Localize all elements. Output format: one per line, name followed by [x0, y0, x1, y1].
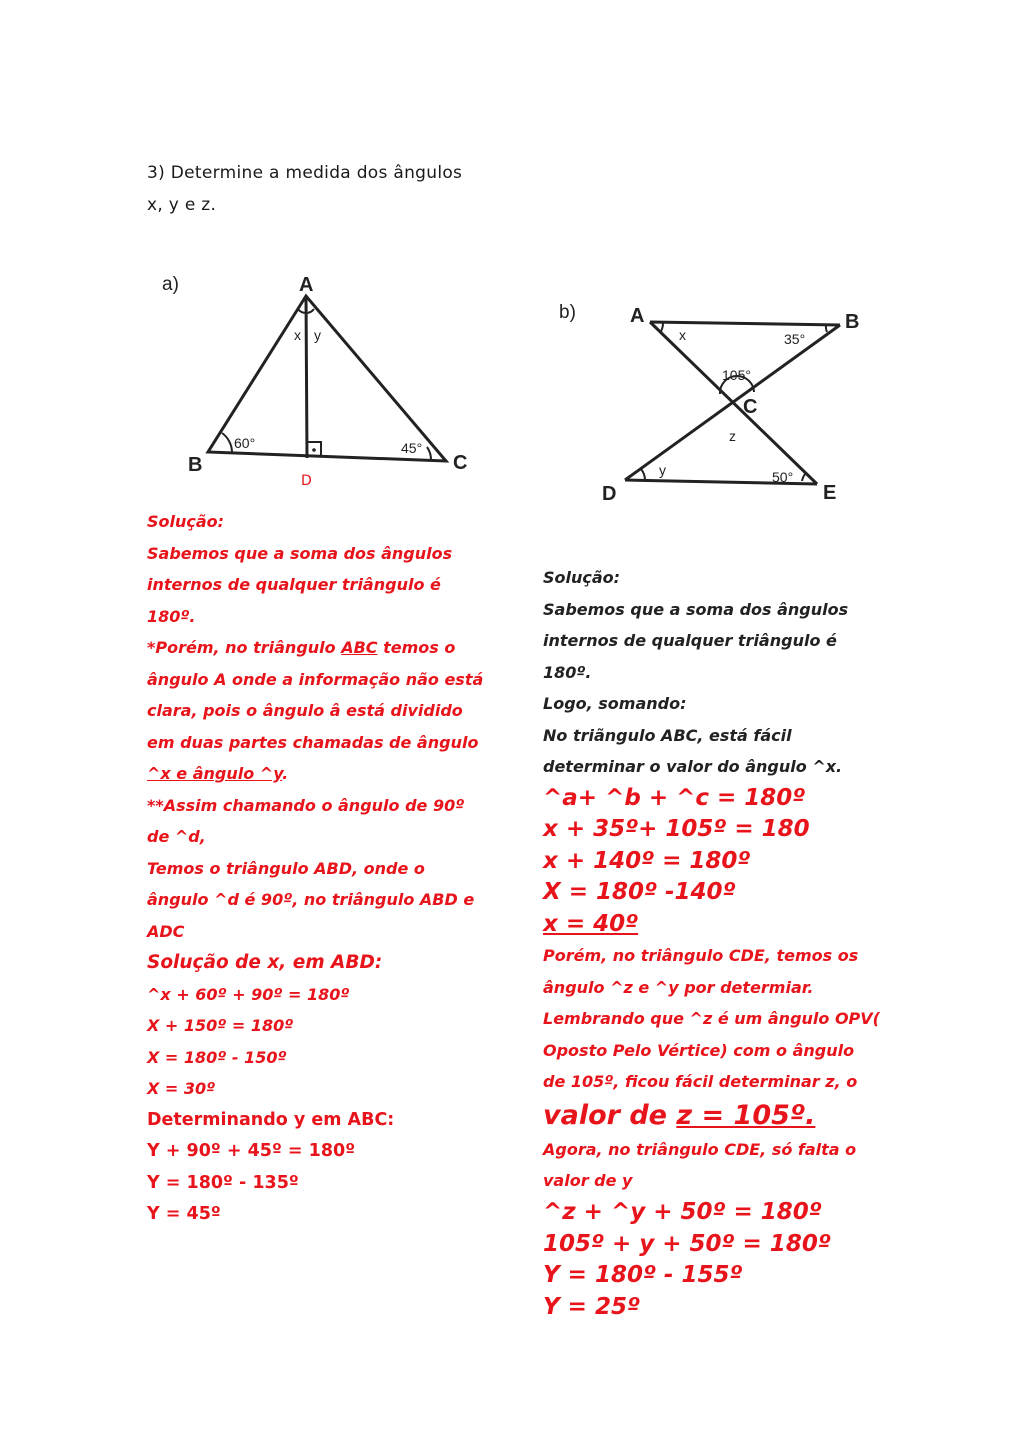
figure-b-angle-e: 50° [772, 469, 794, 485]
equation: X + 150º = 180º [147, 1016, 294, 1035]
figure-a-vertex-b: B [188, 454, 203, 476]
equation-large: ^z + ^y + 50º = 180º [543, 1198, 822, 1225]
figure-b-angle-c: 105° [722, 367, 751, 383]
figure-a-angle-b: 60° [234, 435, 256, 451]
figure-b-label: b) [559, 302, 576, 323]
z-value-underlined: z = 105º. [676, 1099, 816, 1131]
figure-a-vertex-d: D [301, 473, 312, 489]
solution-b-text: Logo, somando: [543, 694, 687, 713]
equation-large: ^a+ ^b + ^c = 180º [543, 784, 806, 811]
solution-a-text: ângulo A onde a informação não está [147, 669, 484, 689]
equation-large: x + 35º+ 105º = 180 [543, 816, 810, 843]
figure-b-vertex-c: C [743, 396, 758, 418]
solution-b-text: Porém, no triângulo CDE, temos os [543, 946, 859, 966]
triangle-abc-underlined: ABC [341, 638, 378, 657]
figure-b-vertex-a: A [630, 305, 645, 327]
equation: Y = 180º - 135º [147, 1172, 299, 1193]
solution-b [543, 562, 880, 1323]
angles-xy-underlined: ^x e ângulo ^y [147, 764, 283, 783]
solution-a-text: Sabemos que a soma dos ângulos [147, 543, 453, 563]
figure-a-triangle [150, 262, 480, 482]
solution-a-text: Temos o triângulo ABD, onde o [147, 858, 425, 878]
figure-b-vertex-e: E [823, 482, 837, 504]
figure-a-x: x [294, 327, 301, 343]
solution-a-text [147, 632, 483, 664]
figure-b-z: z [729, 428, 736, 444]
solution-b-heading: Solução: [543, 568, 621, 587]
question-line-2: x, y e z. [147, 195, 217, 215]
solution-a-text: de ^d, [147, 827, 206, 846]
solution-b-text: internos de qualquer triângulo é [543, 631, 837, 650]
solution-b-text: valor de y [543, 1171, 633, 1191]
equation: X = 180º - 150º [147, 1047, 287, 1067]
solution-b-text: 180º. [543, 662, 592, 682]
solution-b-text: determinar o valor do ângulo ^x. [543, 757, 843, 776]
figure-a-label: a) [162, 274, 179, 295]
solution-b-text: de 105º, ficou fácil determinar z, o [543, 1072, 858, 1092]
result-z [543, 1098, 880, 1134]
figure-a-vertex-c: C [453, 452, 468, 474]
equation-large: X = 180º -140º [543, 879, 736, 906]
equation: ^x + 60º + 90º = 180º [147, 984, 350, 1004]
solution-b-text: Lembrando que ^z é um ângulo OPV( [543, 1009, 880, 1029]
solution-b-text: ângulo ^z e ^y por determiar. [543, 977, 814, 997]
equation: Y + 90º + 45º = 180º [147, 1141, 356, 1161]
solution-a-text: ângulo ^d é 90º, no triângulo ABD e [147, 890, 475, 909]
solution-a-text: em duas partes chamadas de ângulo [147, 732, 479, 752]
result-y: Y = 25º [543, 1293, 640, 1320]
solution-a-text: 180º. [147, 606, 196, 626]
solution-b-text: Agora, no triângulo CDE, só falta o [543, 1139, 857, 1159]
solution-a [147, 506, 483, 1231]
solution-b-text: Oposto Pelo Vértice) com o ângulo [543, 1040, 855, 1060]
equation-large: Y = 180º - 155º [543, 1262, 743, 1289]
equation: X = 30º [147, 1079, 216, 1098]
solution-b-text: Sabemos que a soma dos ângulos [543, 599, 849, 619]
text-run: *Porém, no triângulo [147, 638, 342, 657]
result-x: x = 40º [543, 910, 639, 937]
figure-a-angle-c: 45° [401, 440, 423, 456]
figure-a-vertex-a: A [299, 274, 314, 296]
figure-b-hourglass [555, 285, 875, 510]
text-run: . [282, 764, 289, 783]
figure-a-y: y [314, 327, 321, 343]
solution-a-text: clara, pois o ângulo â está dividido [147, 701, 463, 720]
equation-large: 105º + y + 50º = 180º [543, 1230, 831, 1257]
figure-b-vertex-d: D [602, 483, 617, 505]
text-run: temos o [377, 638, 456, 657]
solution-a-heading: Solução: [147, 512, 225, 531]
figure-b-angle-b: 35° [784, 331, 806, 347]
figure-b-y: y [659, 462, 666, 478]
equation: Y = 45º [147, 1204, 221, 1224]
solution-a-text: internos de qualquer triângulo é [147, 575, 441, 594]
solution-a-subheading-y: Determinando y em ABC: [147, 1109, 395, 1130]
solution-a-text: ADC [147, 921, 185, 941]
solution-b-text: No triãngulo ABC, está fácil [543, 725, 792, 745]
text-run: valor de [543, 1099, 677, 1131]
figure-b-vertex-b: B [845, 311, 860, 333]
solution-a-text [147, 758, 483, 790]
solution-a-subheading-x: Solução de x, em ABD: [147, 952, 383, 973]
question-line-1: 3) Determine a medida dos ângulos [147, 163, 463, 183]
equation-large: x + 140º = 180º [543, 847, 751, 874]
question-text [147, 157, 462, 221]
figure-b-x: x [679, 327, 686, 343]
solution-a-text: **Assim chamando o ângulo de 90º [147, 795, 465, 815]
